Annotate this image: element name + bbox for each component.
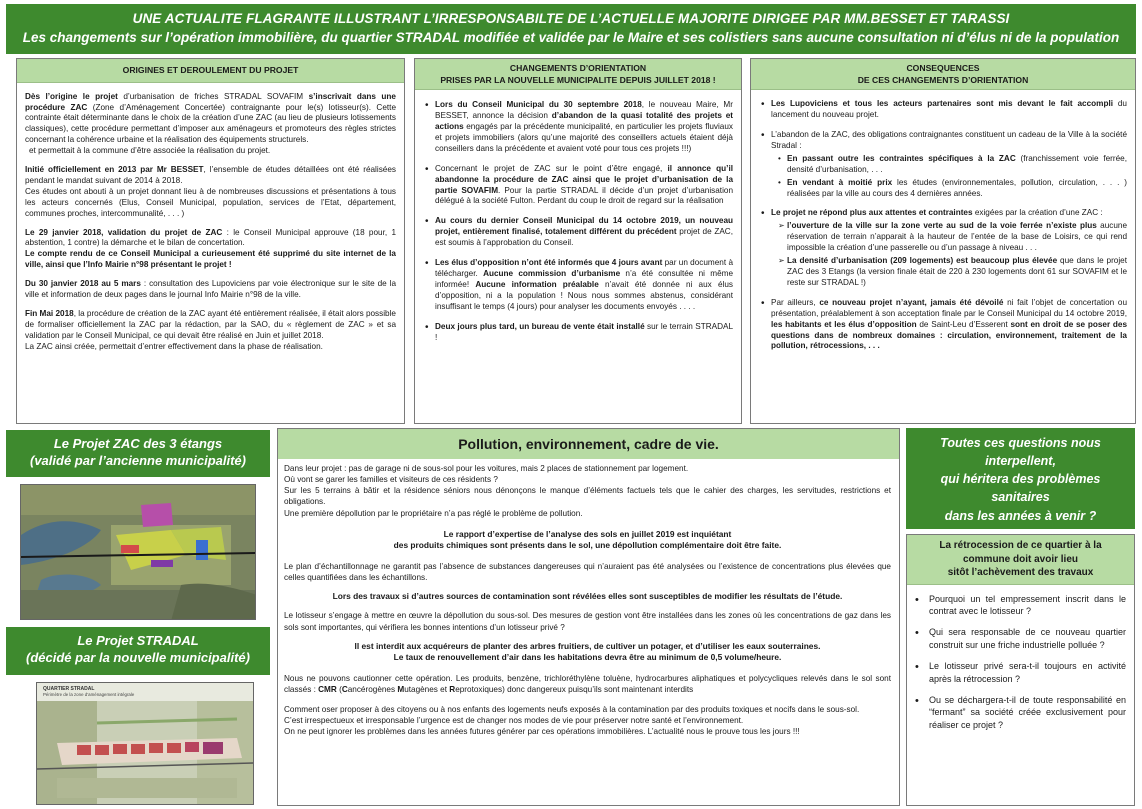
changes-title: CHANGEMENTS D’ORIENTATION PRISES PAR LA NOUVELLE MUNICIPALITE DEPUIS JUILLET 2018 ! (415, 59, 741, 90)
consequences-item: • Le projet ne répond plus aux attentes et contraintes exigées par la création d’une ZAC : ➢ l’ouverture de la ville sur la zone verte au sud de la voie ferrée n’existe plus aucune réservation de terrain n’apparait à la hauteur de l’entée de la base de Loisirs, ce qui rend impossible la création d’une passerelle ou d’un passage à niveau . . . ➢ La densité d’urbanisation (209 logements) est beaucoup plus élevée que dans le projet ZAC des 3 Etangs (la version finale était de 220 à 230 logements dont 61 sur SOVAFIM et le reste sur STRADAL !) (759, 208, 1127, 288)
retrocession-title: La rétrocession de ce quartier à la commune doit avoir lieu sitôt l’achèvement des travaux (907, 535, 1134, 585)
zac-aerial-photo (20, 484, 256, 620)
cmr-paragraph: Nous ne pouvons cautionner cette opération. Les produits, benzène, trichloréthylène toluène, hydrocarbures aliphatiques et polycycliques relevés dans le sol sont classés : CMR (Cancérogènes Mutagènes et Reprotoxiques) donc dangereux puisqu’ils sont maintenant interdits (284, 673, 891, 694)
stradal-plan-image (37, 683, 254, 805)
origins-body (17, 83, 404, 367)
questions-box: Toutes ces questions nous interpellent, qui héritera des problèmes sanitaires dans les années à venir ? (906, 428, 1135, 529)
consequences-subitem: ➢ l’ouverture de la ville sur la zone verte au sud de la voie ferrée n’existe plus aucune réservation de terrain n’apparait à la hauteur de l’entée de la base de Loisirs, ce qui rend impossible la création d’une passerelle ou d’un passage à niveau . . . (777, 221, 1127, 254)
origins-paragraph-4: Du 30 janvier 2018 au 5 mars : consultation des Lupoviciens par voie électronique sur le site de la ville et information de deux pages dans le journal Info Mairie n°98 de la ville. (25, 279, 397, 300)
changes-item: • Deux jours plus tard, un bureau de vente était installé sur le terrain STRADAL ! (423, 322, 733, 344)
origins-title: ORIGINES ET DEROULEMENT DU PROJET (17, 59, 404, 83)
banner-title: UNE ACTUALITE FLAGRANTE ILLUSTRANT L’IRRESPONSABILTE DE L’ACTUELLE MAJORITE DIRIGEE PAR MM.BESSET ET TARASSI (132, 11, 1010, 26)
consequences-item: • Par ailleurs, ce nouveau projet n’ayant, jamais été dévoilé ni fait l’objet de concertation ou présentation, préalablement à son acceptation finale par le Conseil Municipal du 14 octobre 2019, les habitants et les élus d’opposition de Saint-Leu d’Esserent sont en droit de se poser des questions dans de nombreux domaines : circulation, environnement, traitement de la pollution, rétrocessions, . . . (759, 298, 1127, 353)
changes-item: • Concernant le projet de ZAC sur le point d’être engagé, il annonce qu’il abandonne la procédure de ZAC ainsi que le projet d’urbanisation de la partie SOVAFIM. Pour la partie STRADAL il décide d’un projet d’urbanisation délégué à la société Fulton. Perdant du coup le droit de regard sur la réalisation (423, 164, 733, 208)
retrocession-questions (907, 585, 1134, 732)
consequences-title: CONSEQUENCES DE CES CHANGEMENTS D’ORIENTATION (751, 59, 1135, 90)
origins-paragraph-1: Dès l’origine le projet d’urbanisation de friches STRADAL SOVAFIM s’inscrivait dans une procédure ZAC (Zone d’Aménagement Concertée) contraignante pour le(s) lotisseur(s). Cette contrainte était déterminante dans le choix de la création d’une ZAC (au lieu de plusieurs lotissements classiques), cette procédure permettant d’imposer aux aménageurs et promoteurs des règles strictes concernant la cohérence urbaine et la réalisation des équipements structurels. et permettait à la commune d’être associée la réalisation du projet. (25, 91, 397, 156)
retrocession-box (906, 534, 1135, 806)
pollution-section (277, 428, 900, 806)
zac-project-label: Le Projet ZAC des 3 étangs (validé par l’ancienne municipalité) (6, 430, 270, 477)
pollution-title: Pollution, environnement, cadre de vie. (278, 429, 899, 459)
consequences-body (751, 90, 1135, 367)
zac-aerial-image (21, 485, 256, 620)
changes-item: • Les élus d’opposition n’ont été informés que 4 jours avant par un document à télécharger. Aucune commission d’urbanisme n’a été consultée ni même informée! Aucune information préalable n’avait été donnée ni aux élus d’opposition, ni a la population ! Nous nous sommes abstenus, considérant insuffisant le temps (4 jours) pour analyser les documents envoyés . . . . (423, 258, 733, 313)
consequences-subitem: • En passant outre les contraintes spécifiques à la ZAC (franchissement voie ferrée, densité d’urbanisation, . . . (777, 154, 1127, 176)
consequences-item: • Les Lupoviciens et tous les acteurs partenaires sont mis devant le fait accompli du lancement du nouveau projet. (759, 99, 1127, 121)
origins-column (16, 58, 405, 424)
question-item: • Ou se déchargera-t-il de toute responsabilité en “fermant” sa société créée exclusivement pour réaliser ce projet ? (915, 694, 1126, 731)
consequences-column (750, 58, 1136, 424)
question-item: • Le lotisseur privé sera-t-il toujours en activité après la rétrocession ? (915, 660, 1126, 685)
changes-item: • Lors du Conseil Municipal du 30 septembre 2018, le nouveau Maire, Mr BESSET, annonce la décision d’abandon de la quasi totalité des projets et actions engagés par la précédente municipalité, en particulier les projets fluviaux et projets immobiliers (alors qu’une majorité des conseillers actuels étaient déjà conseillers dans la précédente et avaient voté pour tous ces projets !!!) (423, 100, 733, 155)
consequences-item: • L’abandon de la ZAC, des obligations contraignantes constituent un cadeau de la Ville à la société Stradal : • En passant outre les contraintes spécifiques à la ZAC (franchissement voie ferrée, densité d’urbanisation, . . . • En vendant à moitié prix les études (environnementales, pollution, circulation, . . . ) réalisées par la ville au cours des 4 dernières années. (759, 130, 1127, 199)
consequences-subitem: ➢ La densité d’urbanisation (209 logements) est beaucoup plus élevée que dans le projet ZAC des 3 Etangs (la version finale était de 220 à 230 logements dont 61 sur SOVAFIM et le reste sur STRADAL !) (777, 256, 1127, 289)
stradal-project-label: Le Projet STRADAL (décidé par la nouvelle municipalité) (6, 627, 270, 675)
origins-paragraph-3: Le 29 janvier 2018, validation du projet de ZAC : le Conseil Municipal approuve (18 pour, 1 abstention, 1 contre) la démarche et le bilan de concertation. Le compte rendu de ce Conseil Municipal a curieusement été supprimé du site internet de la ville, ainsi que l’Info Mairie n°98 présentant le projet ! (25, 227, 396, 270)
top-banner (6, 4, 1136, 54)
banner-subtitle: Les changements sur l’opération immobilière, du quartier STRADAL modifiée et validée par le Maire et ses colistiers sans aucune consultation ni d’élus ni de la population (22, 30, 1120, 45)
changes-body (415, 90, 741, 358)
consequences-subitem: • En vendant à moitié prix les études (environnementales, pollution, circulation, . . . ) réalisées par la ville au cours des 4 dernières années. (777, 178, 1127, 200)
question-item: • Qui sera responsable de ce nouveau quartier construit sur une friche industrielle polluée ? (915, 626, 1126, 651)
question-item: • Pourquoi un tel empressement inscrit dans le contrat avec le lotisseur ? (915, 593, 1126, 618)
origins-paragraph-2: Initié officiellement en 2013 par Mr BESSET, l’ensemble de études détaillées ont été réalisées pendant le mandat suivant de 2014 à 2018. Ces études ont abouti à un projet donnant lieu à de nombreuses discussions et présentations à tous les acteurs concernés (Elus, Conseil Municipal, population, services de l’Etat, département, communes proches, intercommunalité, . . . ) (25, 165, 396, 218)
changes-column (414, 58, 742, 424)
pollution-body: Dans leur projet : pas de garage ni de sous-sol pour les voitures, mais 2 places de stationnement par logement. Où vont se garer les familles et visiteurs de ces résidents ? Sur les 5 terrains à bâtir et la résidence séniors nous dénonçons le manque d’éléments factuels tels que le cahier des charges, les servitudes, restrictions et obligations. Une première dépollution par le propriétaire n’a pas réglé le problème de pollution. Le rapport d’expertise de l’analyse des sols en juillet 2019 est inquiétant des produits chimiques sont présents dans le sol, une dépollution complémentaire doit être faite. Le plan d’échantillonnage ne garantit pas l’absence de substances dangereuses qui n’auraient pas été analysées ou l’existence de concentrations plus élevées que celles quantifiées dans les échantillons. Lors des travaux si d’autres sources de contamination sont révélées elles sont susceptibles de modifier les résultats de l’étude. Le lotisseur s’engage à mettre en œuvre la dépollution du sous-sol. Des mesures de gestion vont être installées dans les zones où les concentrations de gaz dans les sols sont importantes, qui vérifiera les bonnes intentions d’un lotisseur privé ? Il est interdit aux acquéreurs de planter des arbres fruitiers, de cultiver un potager, et d’utiliser les eaux souterraines. Le taux de renouvellement d’air dans les habitations devra être au minimum de 0,5 volume/heure. Nous ne pouvons cautionner cette opération. Les produits, benzène, trichloréthylène toluène, hydrocarbures aliphatiques et polycycliques relevés dans le sol sont classés : CMR (Cancérogènes Mutagènes et Reprotoxiques) donc dangereux puisqu’ils sont maintenant interdits Comment oser proposer à des citoyens ou à nos enfants des logements neufs exposés à la contamination par des produits toxiques et nocifs dans le sous-sol. C’est irrespectueux et irresponsable l’urgence est de changer nos modes de vie pour préserver notre santé et l’environnement. On ne peut ignorer les problèmes dans les années futures générer par ces opérations immobilières. L’actualité nous le prouve tous les jours !!! (284, 464, 891, 737)
changes-item: • Au cours du dernier Conseil Municipal du 14 octobre 2019, un nouveau projet, entièrement finalisé, totalement différent du précédent projet de ZAC, est soumis à l’approbation du Conseil. (423, 216, 733, 249)
origins-paragraph-5: Fin Mai 2018, la procédure de création de la ZAC ayant été entièrement réalisée, il était alors possible de formaliser officiellement la ZAC par la rédaction, par la SAO, du « règlement de ZAC » et sa validation par le Conseil Municipal, ce qui devait être réalisé en Juin et juillet 2018. La ZAC ainsi créée, permettait d’entrer effectivement dans la phase de réalisation. (25, 309, 396, 351)
stradal-plan-map: QUARTIER STRADAL Périmètre de la zone d’aménagement intégrale (36, 682, 254, 805)
